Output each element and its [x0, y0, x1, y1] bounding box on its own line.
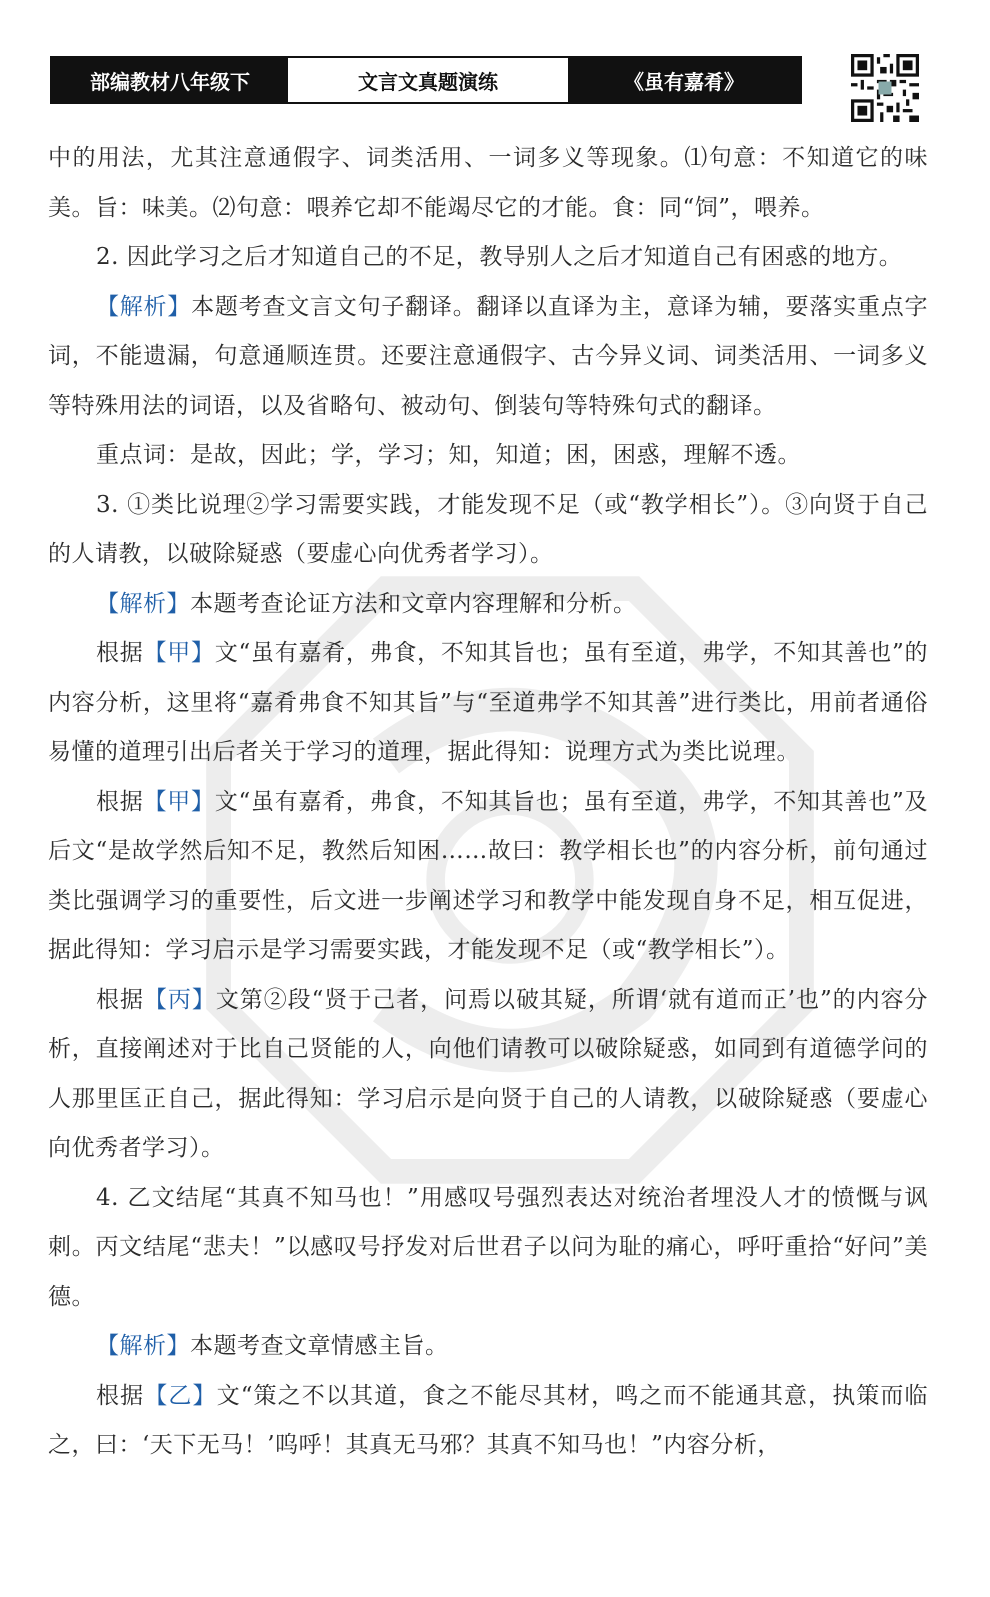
qr-code-icon [851, 54, 919, 122]
analysis-tag: 【解析】 [96, 293, 192, 320]
answer-text-body [48, 134, 928, 1471]
paragraph: 根据【丙】文第②段“贤于己者，问焉以破其疑，所谓‘就有道而正’也”的内容分析，直接阐述对于比自己贤能的人，向他们请教可以破除疑惑，如同到有道德学问的人那里匡正自己，据此得知：学习启示是向贤于自己的人请教，以破除疑惑（要虚心向优秀者学习）。 [48, 986, 929, 1161]
paragraph: 2. 因此学习之后才知道自己的不足，教导别人之后才知道自己有困惑的地方。 [96, 244, 903, 270]
source-tag: 【甲】 [143, 640, 215, 666]
paragraph: 重点词：是故，因此；学，学习；知，知道；困，困惑，理解不透。 [96, 442, 801, 468]
header-grade-label: 部编教材八年级下 [52, 58, 288, 102]
paragraph: 根据【乙】文“策之不以其道，食之不能尽其材，鸣之而不能通其意，执策而临之，曰：‘天下无马！’呜呼！其真无马邪？其真不知马也！”内容分析， [48, 1382, 929, 1458]
analysis-tag: 【解析】 [96, 590, 190, 617]
analysis-tag: 【解析】 [96, 1333, 190, 1359]
header-bar [50, 56, 802, 104]
source-tag: 【甲】 [143, 788, 215, 815]
paragraph: 中的用法，尤其注意通假字、词类活用、一词多义等现象。⑴句意：不知道它的味美。旨：味美。⑵句意：喂养它却不能竭尽它的才能。食：同“饲”，喂养。 [48, 145, 928, 221]
paragraph: 根据【甲】文“虽有嘉肴，弗食，不知其旨也；虽有至道，弗学，不知其善也”的内容分析，这里将“嘉肴弗食不知其旨”与“至道弗学不知其善”进行类比，用前者通俗易懂的道理引出后者关于学习的道理，据此得知：说理方式为类比说理。 [48, 640, 928, 765]
paragraph: 【解析】本题考查文言文句子翻译。翻译以直译为主，意译为辅，要落实重点字词，不能遗漏，句意通顺连贯。还要注意通假字、古今异义词、词类活用、一词多义等特殊用法的词语，以及省略句、被动句、倒装句等特殊句式的翻译。 [48, 293, 929, 419]
header-section-title: 文言文真题演练 [288, 58, 568, 102]
header-lesson-title: 《虽有嘉肴》 [568, 58, 800, 102]
source-tag: 【丙】 [143, 986, 216, 1013]
source-tag: 【乙】 [144, 1382, 217, 1409]
paragraph: 3. ①类比说理②学习需要实践，才能发现不足（或“教学相长”）。③向贤于自己的人请教，以破除疑惑（要虚心向优秀者学习）。 [48, 491, 928, 567]
paragraph: 根据【甲】文“虽有嘉肴，弗食，不知其旨也；虽有至道，弗学，不知其善也”及后文“是故学然后知不足，教然后知困……故曰：教学相长也”的内容分析，前句通过类比强调学习的重要性，后文进一步阐述学习和教学中能发现自身不足，相互促进，据此得知：学习启示是学习需要实践，才能发现不足（或“教学相长”）。 [48, 788, 928, 963]
paragraph: 【解析】本题考查文章情感主旨。 [96, 1333, 449, 1359]
paragraph: 4. 乙文结尾“其真不知马也！”用感叹号强烈表达对统治者埋没人才的愤慨与讽刺。丙文结尾“悲夫！”以感叹号抒发对后世君子以问为耻的痛心，呼吁重拾“好问”美德。 [48, 1184, 928, 1310]
paragraph: 【解析】本题考查论证方法和文章内容理解和分析。 [96, 590, 637, 617]
